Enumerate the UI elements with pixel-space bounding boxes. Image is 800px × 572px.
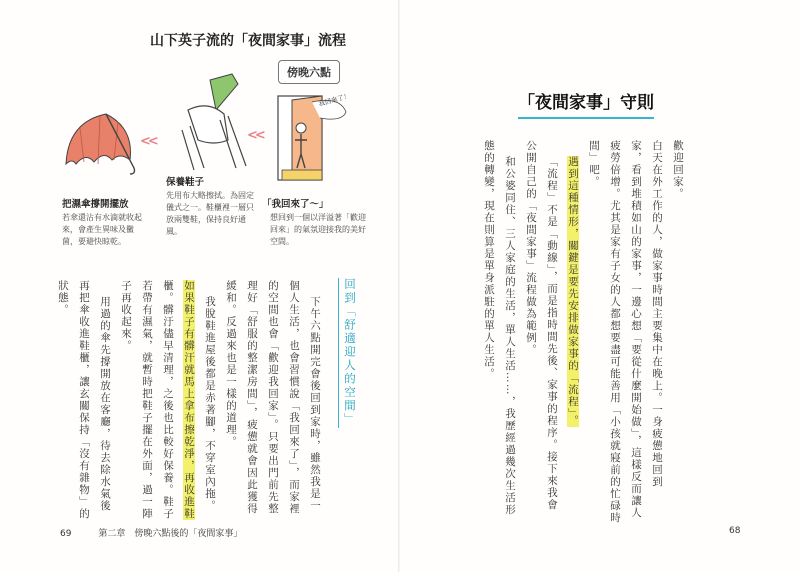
- step-title-shoe-care: 保養鞋子: [166, 177, 205, 188]
- left-text-col-12: 再把傘收進鞋櫃，讓玄關保持「沒有雜物」的: [78, 280, 90, 520]
- flow-arrow-2: <<: [140, 134, 156, 149]
- left-text-col-4: 理好「舒服的整潔房間」，疲憊就會因此獲得: [246, 280, 258, 515]
- step-body-shoe-care: 先用布大略擦拭。為固定儀式之一。鞋櫃裡一層只放兩雙鞋，保持良好通風。: [166, 191, 254, 236]
- step-body-umbrella: 若傘還沾有水滴就收起來，會產生異味及黴菌，要避快晾乾。: [62, 213, 142, 246]
- umbrella-icon: [60, 108, 140, 178]
- right-text-col-4: 疲勞倍增。尤其是家有子女的人都想要盡可能善用「小孩就寢前的忙碌時: [609, 140, 621, 524]
- left-text-col-8: 櫃。髒汙儘早清理，之後也比較好保養。鞋子: [162, 280, 174, 520]
- right-text-col-8: 公開自己的「夜間家事」流程做為範例。: [525, 140, 537, 356]
- right-text-col-9: 和公婆同住、三人家庭的生活，單人生活……，我歷經過幾次生活形: [504, 156, 516, 516]
- subheading: 回到「舒適迎人的空間」: [343, 278, 357, 427]
- left-text-col-11: 用過的傘先撐開放在客廳，待去除水氣後: [99, 296, 111, 512]
- step-title-coming-home: 「我回來了～」: [262, 199, 329, 210]
- left-text-col-3: 的空間也會「歡迎我回家」。只要出門前先整: [267, 280, 279, 515]
- speech-bubble: 我回來了！: [317, 91, 352, 109]
- left-text-col-6: 我脫鞋進屋後都是赤著腳，不穿室內拖。: [204, 296, 216, 512]
- left-page-number: 69: [60, 529, 72, 539]
- left-text-col-7: [181, 280, 196, 520]
- right-text-col-2: 白天在外工作的人，做家事時間主要集中在晚上。一身疲憊地回到: [651, 140, 663, 488]
- left-text-col-9: 若帶有濕氣，就暫時把鞋子擺在外面，過一陣: [141, 280, 153, 520]
- left-text-col-13: 狀態。: [57, 280, 69, 316]
- right-text-col-10: 態的轉變，現在則算是單身派駐的單人生活。: [483, 140, 495, 380]
- flow-title: 山下英子流的「夜間家事」流程: [150, 33, 346, 49]
- right-text-col-6: [565, 156, 580, 427]
- right-text-col-7: 「流程」不是「動線」，而是指時間先後、家事的程序。接下來我會: [546, 156, 558, 511]
- left-footer: [60, 526, 242, 539]
- right-text-col-1: 歡迎回家。: [672, 140, 684, 200]
- chapter-title: 第二章 傍晚六點後的「夜間家事」: [98, 529, 243, 539]
- time-label-box: 傍晚六點: [278, 60, 340, 84]
- right-text-col-5: 間」吧。: [588, 140, 600, 188]
- left-text-col-1: 下午六點開完會後回到家時，雖然我是一: [309, 296, 321, 512]
- highlight-shoe-cleaning: 如果鞋子有髒汗就馬上拿布擦乾淨，再收進鞋: [183, 280, 195, 520]
- step-body-coming-home: 想回到一個以洋溢著「歡迎回來」的氣氛迎接我的美好空間。: [270, 213, 366, 246]
- left-text-col-5: 緩和。反過來也是一樣的道理。: [225, 280, 237, 448]
- rules-title: 「夜間家事」守則: [518, 88, 654, 119]
- flow-arrow-1: <<: [247, 128, 263, 143]
- right-text-col-3: 家，看到堆積如山的家事，一邊心想「要從什麼開始做」，這樣反而讓人: [630, 140, 642, 519]
- right-page: [400, 0, 800, 572]
- right-page-number: 68: [729, 526, 741, 536]
- step-title-umbrella: 把濕傘撐開擺放: [62, 199, 129, 210]
- door-person-icon: [268, 88, 358, 188]
- left-text-col-10: 子再收起來。: [120, 280, 132, 352]
- subheading-rule: [338, 278, 339, 428]
- left-text-col-2: 個人生活，也會習慣說「我回來了」，而家裡: [288, 280, 300, 515]
- shoe-cleaning-icon: [168, 70, 258, 180]
- highlight-flow: 遇到這種情形，關鍵是要先安排做家事的「流程」。: [567, 156, 579, 427]
